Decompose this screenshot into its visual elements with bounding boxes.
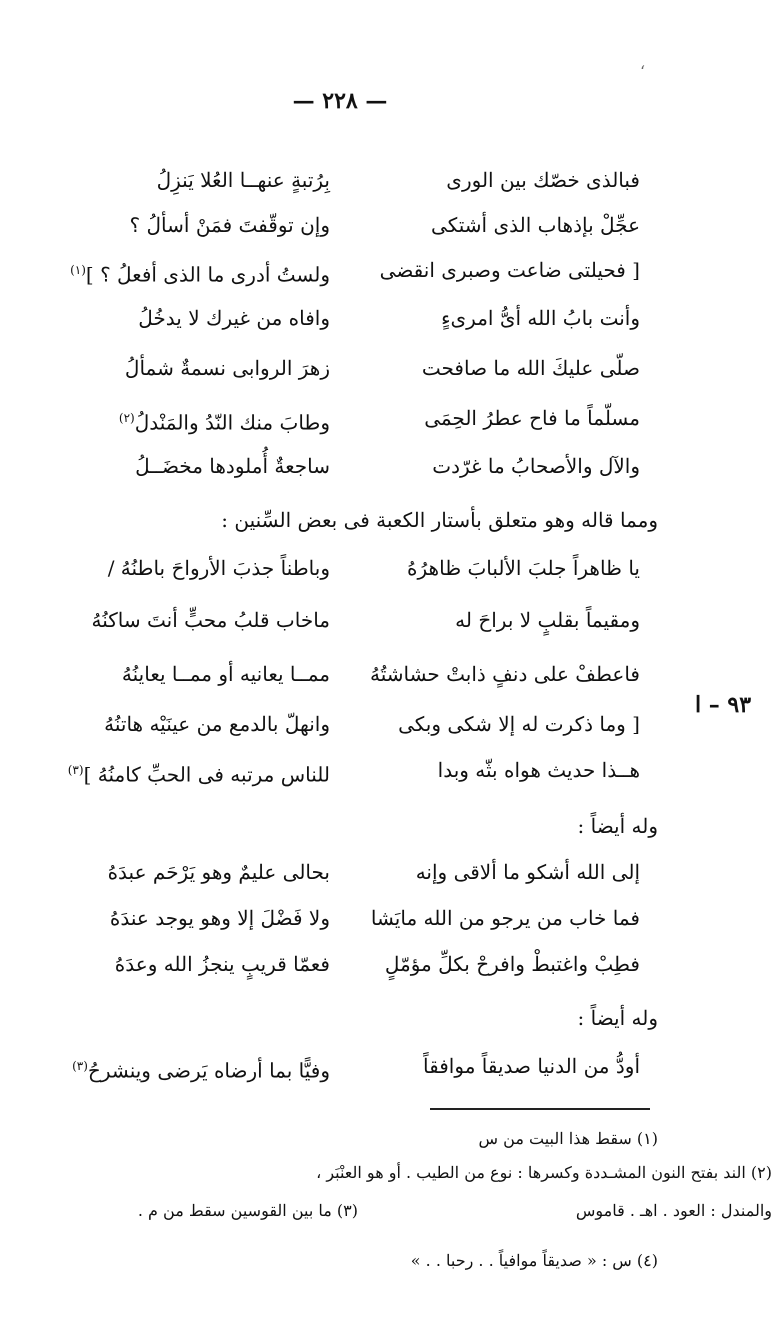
verse-line bbox=[40, 704, 640, 744]
hemistich-first: يا ظاهراً جلبَ الألبابَ ظاهرُهُ bbox=[407, 556, 640, 580]
verse-line bbox=[40, 446, 640, 486]
hemistich-second: ولا فَضْلَ إلا وهو يوجد عندَهُ bbox=[109, 906, 330, 930]
verse-line bbox=[40, 750, 640, 790]
verse-line bbox=[40, 250, 640, 290]
hemistich-first: هــذا حديث هواه بثّه وبدا bbox=[437, 758, 640, 782]
hemistich-first: فاعطفْ على دنفٍ ذابتْ حشاشتُهُ bbox=[369, 662, 640, 686]
hemistich-first: صلّى عليكَ الله ما صافحت bbox=[421, 356, 640, 380]
margin-note: ٩٣ – ا bbox=[694, 692, 752, 718]
hemistich-first: والآل والأصحابُ ما غرّدت bbox=[432, 454, 640, 478]
hemistich-first: [ وما ذكرت له إلا شكى وبكى bbox=[398, 712, 640, 736]
hemistich-second: وافاه من غيرك لا يدخُلُ bbox=[138, 306, 330, 330]
hemistich-first: أودُّ من الدنيا صديقاً موافقاً bbox=[423, 1054, 640, 1078]
hemistich-first: إلى الله أشكو ما ألاقى وإنه bbox=[415, 860, 640, 884]
hemistich-second: للناس مرتبه فى الحبِّ كامنُهُ ]$^{(٣)}$ bbox=[67, 762, 330, 787]
verse-line bbox=[40, 298, 640, 338]
section-intro: ومما قاله وهو متعلق بأستار الكعبة فى بعض السِّنين : bbox=[221, 508, 658, 532]
footnote-ref: (٣) bbox=[72, 1059, 88, 1073]
section-intro: وله أيضاً : bbox=[577, 814, 658, 838]
verse-line bbox=[40, 898, 640, 938]
footnote-divider bbox=[430, 1108, 650, 1110]
verse-line bbox=[40, 944, 640, 984]
footnote-ref: (٢) bbox=[118, 411, 135, 425]
footnote-4: (٤) س : « صديقاً موافياً . . رحبا . . » bbox=[410, 1251, 658, 1270]
hemistich-second: وفيًّا بما أرضاه يَرضى وينشرحُ$^{(٣)}$ bbox=[72, 1058, 330, 1083]
verse-line bbox=[40, 348, 640, 388]
hemistich-second: وانهلّ بالدمع من عينَيْه هاتنُهُ bbox=[104, 712, 330, 736]
hemistich-second: وإن توقّفتَ فمَنْ أسألُ ؟ bbox=[129, 213, 330, 237]
footnote-ref: (٣) bbox=[67, 763, 84, 777]
hemistich-first: فما خاب من يرجو من الله مايَشا bbox=[370, 906, 640, 930]
hemistich-second: ممــا يعانيه أو ممــا يعاينُهُ bbox=[121, 662, 330, 686]
verse-line bbox=[40, 548, 640, 588]
hemistich-second: بِرُتبةٍ عنهــا العُلا يَنزِلُ bbox=[156, 168, 330, 192]
footnote-2-continued: والمندل : العود . اهـ . قاموس bbox=[575, 1201, 772, 1220]
hemistich-second: ساجعةٌ أُملودها مخضَــلُ bbox=[135, 454, 330, 478]
footnote-ref: (١) bbox=[70, 263, 86, 277]
hemistich-first: مسلّماً ما فاح عطرُ الحِمَى bbox=[424, 406, 640, 430]
hemistich-second: فعمّا قريبٍ ينجزُ الله وعدَهُ bbox=[114, 952, 330, 976]
hemistich-first: وأنت بابُ الله أىُّ امرىءٍ bbox=[441, 306, 640, 330]
hemistich-first: [ فحيلتى ضاعت وصبرى انقضى bbox=[379, 258, 640, 282]
verse-line bbox=[40, 600, 640, 640]
page-number: — ٢٢٨ — bbox=[292, 88, 388, 114]
hemistich-first: ومقيماً بقلبٍ لا براحَ له bbox=[455, 608, 640, 632]
verse-line bbox=[40, 1046, 640, 1086]
hemistich-second: ولستُ أدرى ما الذى أفعلُ ؟ ]$^{(١)}$ bbox=[70, 262, 330, 287]
verse-line bbox=[40, 160, 640, 200]
footnote-1: (١) سقط هذا البيت من س bbox=[478, 1129, 658, 1148]
hemistich-second: بحالى عليمٌ وهو يَرْحَم عبدَهُ bbox=[107, 860, 330, 884]
hemistich-second: زهرَ الروابى نسمةٌ شمألُ bbox=[124, 356, 330, 380]
footnote-3: (٣) ما بين القوسين سقط من م . bbox=[137, 1201, 358, 1220]
verse-line bbox=[40, 398, 640, 438]
verse-line bbox=[40, 205, 640, 245]
verse-line bbox=[40, 852, 640, 892]
section-intro: وله أيضاً : bbox=[577, 1006, 658, 1030]
hemistich-second: ماخاب قلبُ محبٍّ أنتَ ساكنُهُ bbox=[91, 608, 330, 632]
hemistich-second: وطابَ منك النّدُ والمَنْدلُ$^{(٢)}$ bbox=[118, 410, 330, 435]
hemistich-first: فبالذى خصّك بين الورى bbox=[446, 168, 640, 192]
margin-mark: ʻ bbox=[640, 62, 646, 81]
verse-line bbox=[40, 654, 640, 694]
hemistich-second: وباطناً جذبَ الأرواحَ باطنُهُ / bbox=[107, 556, 330, 580]
hemistich-first: فطِبْ واغتبطْ وافرحْ بكلِّ مؤمّلٍ bbox=[384, 952, 640, 976]
footnote-2: (٢) الند بفتح النون المشـددة وكسرها : نوع من الطيب . أو هو العنْبَر ، bbox=[316, 1163, 772, 1182]
hemistich-first: عجِّلْ بإذهاب الذى أشتكى bbox=[431, 213, 640, 237]
